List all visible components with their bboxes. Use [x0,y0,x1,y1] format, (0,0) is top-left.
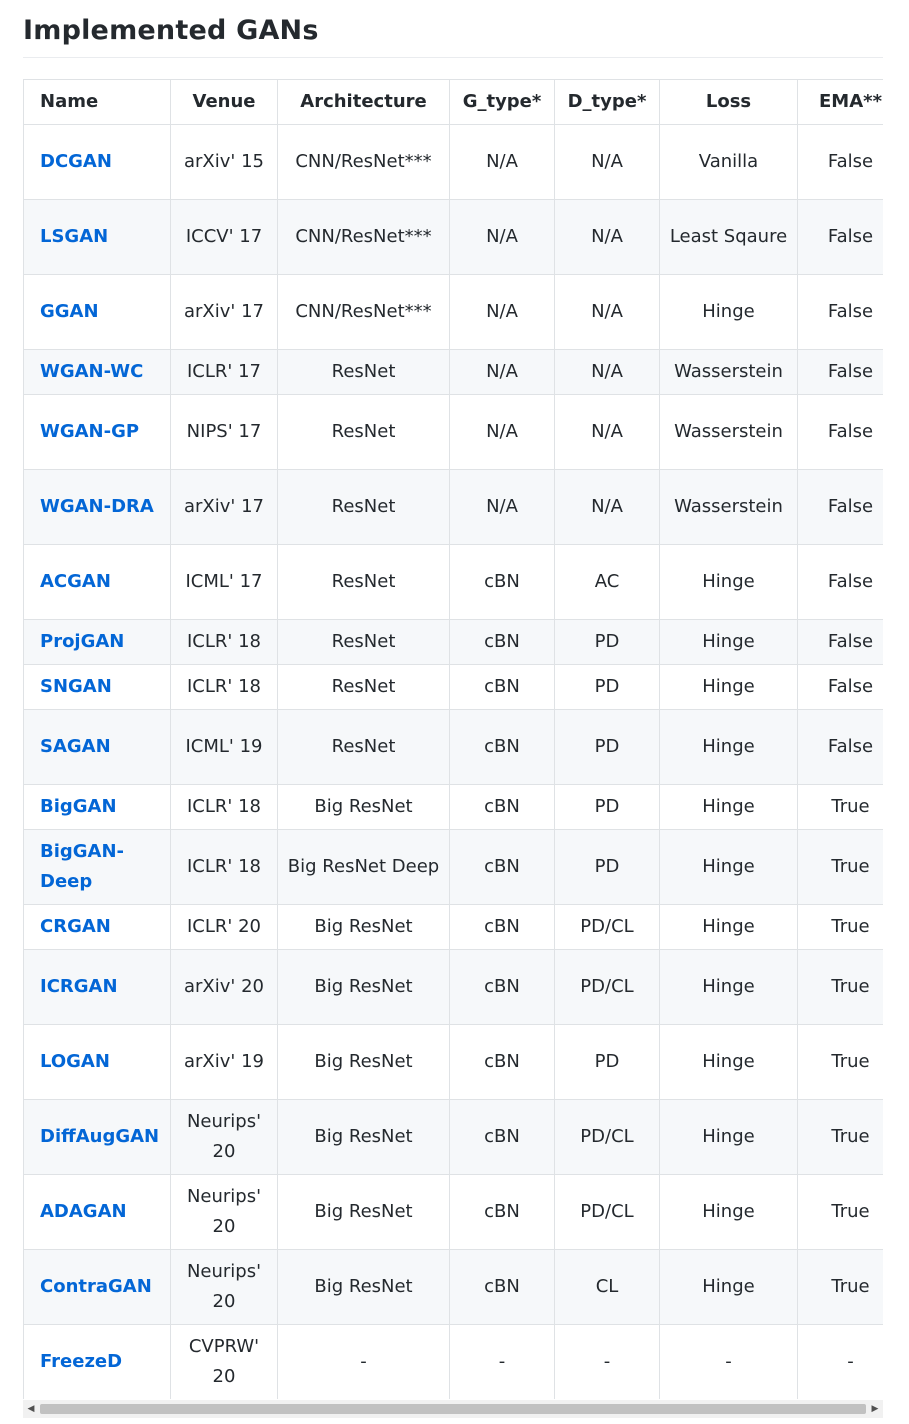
cell-d-type: PD/CL [555,1100,660,1175]
cell-d-type: PD/CL [555,950,660,1025]
cell-architecture: Big ResNet [278,1100,450,1175]
cell-ema: True [798,1100,884,1175]
cell-loss: Hinge [660,665,798,710]
table-row [24,395,884,470]
cell-architecture: ResNet [278,470,450,545]
cell-d-type: PD [555,1025,660,1100]
cell-ema: True [798,1250,884,1325]
cell-g-type: N/A [450,125,555,200]
cell-name [24,665,171,710]
cell-architecture: Big ResNet [278,1250,450,1325]
header-d-type: D_type* [555,80,660,125]
cell-architecture: Big ResNet [278,905,450,950]
cell-loss: Hinge [660,1250,798,1325]
table-row [24,350,884,395]
cell-loss: Hinge [660,710,798,785]
gan-name-link[interactable]: BigGAN [40,796,117,817]
cell-venue: ICML' 19 [171,710,278,785]
cell-architecture: Big ResNet [278,1175,450,1250]
cell-loss: Wasserstein [660,350,798,395]
cell-loss: Hinge [660,620,798,665]
cell-venue: ICLR' 17 [171,350,278,395]
cell-loss: - [660,1325,798,1400]
cell-g-type: cBN [450,785,555,830]
cell-architecture: CNN/ResNet*** [278,200,450,275]
cell-d-type: PD [555,620,660,665]
cell-name [24,785,171,830]
gan-name-link[interactable]: WGAN-DRA [40,496,154,517]
table-row [24,830,884,905]
cell-loss: Vanilla [660,125,798,200]
cell-d-type: - [555,1325,660,1400]
cell-architecture: Big ResNet [278,950,450,1025]
table-row [24,1025,884,1100]
page-title: Implemented GANs [23,15,319,46]
gan-name-link[interactable]: BigGAN-Deep [40,841,125,892]
table-row [24,200,884,275]
cell-venue: ICLR' 18 [171,665,278,710]
cell-name [24,125,171,200]
cell-g-type: cBN [450,620,555,665]
cell-g-type: N/A [450,200,555,275]
cell-ema: False [798,200,884,275]
cell-d-type: N/A [555,125,660,200]
cell-name [24,710,171,785]
table-row [24,470,884,545]
cell-venue: arXiv' 19 [171,1025,278,1100]
cell-architecture: CNN/ResNet*** [278,275,450,350]
cell-ema: True [798,830,884,905]
cell-ema: False [798,620,884,665]
table-row [24,785,884,830]
cell-loss: Hinge [660,1100,798,1175]
gan-name-link[interactable]: SAGAN [40,736,111,757]
header-name: Name [24,80,171,125]
table-row [24,665,884,710]
cell-loss: Least Sqaure [660,200,798,275]
cell-architecture: ResNet [278,710,450,785]
cell-d-type: PD [555,785,660,830]
gan-name-link[interactable]: GGAN [40,301,99,322]
cell-loss: Hinge [660,785,798,830]
cell-d-type: PD [555,830,660,905]
gan-name-link[interactable]: WGAN-WC [40,361,144,382]
table-row [24,905,884,950]
cell-ema: True [798,950,884,1025]
cell-name [24,470,171,545]
gan-name-link[interactable]: WGAN-GP [40,421,140,442]
cell-name [24,950,171,1025]
cell-d-type: PD [555,665,660,710]
gan-name-link[interactable]: ADAGAN [40,1201,127,1222]
table-row [24,275,884,350]
cell-venue: Neurips' 20 [171,1100,278,1175]
cell-name [24,1175,171,1250]
cell-loss: Hinge [660,1175,798,1250]
gan-name-link[interactable]: ICRGAN [40,976,118,997]
header-architecture: Architecture [278,80,450,125]
cell-architecture: Big ResNet [278,1025,450,1100]
cell-architecture: ResNet [278,620,450,665]
cell-g-type: N/A [450,275,555,350]
cell-d-type: N/A [555,470,660,545]
table-row [24,1325,884,1400]
cell-venue: ICLR' 18 [171,620,278,665]
cell-name [24,1025,171,1100]
table-row [24,620,884,665]
cell-d-type: N/A [555,200,660,275]
table-row [24,1100,884,1175]
cell-ema: True [798,1025,884,1100]
cell-venue: ICLR' 18 [171,830,278,905]
cell-name [24,830,171,905]
cell-venue: arXiv' 17 [171,470,278,545]
cell-g-type: N/A [450,470,555,545]
cell-g-type: - [450,1325,555,1400]
gan-name-link[interactable]: ACGAN [40,571,111,592]
cell-d-type: N/A [555,350,660,395]
cell-architecture: Big ResNet Deep [278,830,450,905]
arrow-right-icon[interactable]: ▶ [871,1404,879,1414]
cell-venue: ICML' 17 [171,545,278,620]
table-row [24,545,884,620]
cell-name [24,395,171,470]
cell-ema: False [798,470,884,545]
cell-g-type: cBN [450,710,555,785]
cell-name [24,905,171,950]
header-loss: Loss [660,80,798,125]
cell-ema: True [798,785,884,830]
cell-ema: - [798,1325,884,1400]
gan-name-link[interactable]: LOGAN [40,1051,110,1072]
gan-name-link[interactable]: ContraGAN [40,1276,152,1297]
cell-ema: True [798,905,884,950]
cell-ema: False [798,710,884,785]
section-heading [23,10,883,58]
cell-loss: Hinge [660,1025,798,1100]
cell-d-type: AC [555,545,660,620]
cell-ema: False [798,665,884,710]
cell-g-type: cBN [450,950,555,1025]
table-row [24,1250,884,1325]
cell-architecture: - [278,1325,450,1400]
scrollbar-thumb[interactable] [40,1404,866,1414]
table-row [24,1175,884,1250]
cell-g-type: cBN [450,905,555,950]
cell-name [24,350,171,395]
gan-name-link[interactable]: CRGAN [40,916,111,937]
cell-ema: False [798,275,884,350]
cell-g-type: N/A [450,395,555,470]
gan-name-link[interactable]: SNGAN [40,676,112,697]
cell-architecture: Big ResNet [278,785,450,830]
gan-name-link[interactable]: FreezeD [40,1351,123,1372]
cell-architecture: ResNet [278,395,450,470]
cell-ema: False [798,545,884,620]
table-row [24,125,884,200]
table-header-row [24,80,884,125]
cell-venue: CVPRW' 20 [171,1325,278,1400]
cell-loss: Hinge [660,905,798,950]
gans-table [23,79,883,1399]
cell-venue: arXiv' 20 [171,950,278,1025]
gan-name-link[interactable]: DiffAugGAN [40,1126,160,1147]
cell-architecture: CNN/ResNet*** [278,125,450,200]
cell-name [24,1100,171,1175]
cell-venue: arXiv' 15 [171,125,278,200]
cell-name [24,275,171,350]
cell-loss: Wasserstein [660,470,798,545]
cell-g-type: cBN [450,1175,555,1250]
cell-loss: Hinge [660,950,798,1025]
cell-d-type: N/A [555,275,660,350]
cell-g-type: cBN [450,1250,555,1325]
cell-ema: False [798,350,884,395]
cell-venue: Neurips' 20 [171,1250,278,1325]
cell-g-type: cBN [450,545,555,620]
arrow-left-icon[interactable]: ◀ [27,1404,35,1414]
cell-g-type: cBN [450,1025,555,1100]
cell-venue: arXiv' 17 [171,275,278,350]
cell-venue: ICLR' 20 [171,905,278,950]
cell-d-type: CL [555,1250,660,1325]
cell-d-type: PD/CL [555,905,660,950]
table-row [24,710,884,785]
horizontal-scrollbar[interactable] [23,1400,883,1418]
cell-venue: ICCV' 17 [171,200,278,275]
cell-name [24,200,171,275]
cell-name [24,1250,171,1325]
cell-ema: True [798,1175,884,1250]
cell-loss: Hinge [660,830,798,905]
cell-d-type: PD [555,710,660,785]
cell-g-type: N/A [450,350,555,395]
table-scroll-container[interactable] [23,79,883,1399]
cell-name [24,620,171,665]
cell-venue: ICLR' 18 [171,785,278,830]
cell-loss: Wasserstein [660,395,798,470]
table-row [24,950,884,1025]
cell-name [24,545,171,620]
cell-name [24,1325,171,1400]
cell-architecture: ResNet [278,665,450,710]
gan-name-link[interactable]: ProjGAN [40,631,125,652]
cell-architecture: ResNet [278,545,450,620]
cell-venue: NIPS' 17 [171,395,278,470]
cell-loss: Hinge [660,545,798,620]
gan-name-link[interactable]: DCGAN [40,151,112,172]
cell-d-type: PD/CL [555,1175,660,1250]
header-ema: EMA** [798,80,884,125]
cell-loss: Hinge [660,275,798,350]
cell-g-type: cBN [450,830,555,905]
cell-g-type: cBN [450,1100,555,1175]
cell-venue: Neurips' 20 [171,1175,278,1250]
cell-architecture: ResNet [278,350,450,395]
gan-name-link[interactable]: LSGAN [40,226,109,247]
cell-d-type: N/A [555,395,660,470]
cell-ema: False [798,125,884,200]
cell-ema: False [798,395,884,470]
header-venue: Venue [171,80,278,125]
cell-g-type: cBN [450,665,555,710]
header-g-type: G_type* [450,80,555,125]
